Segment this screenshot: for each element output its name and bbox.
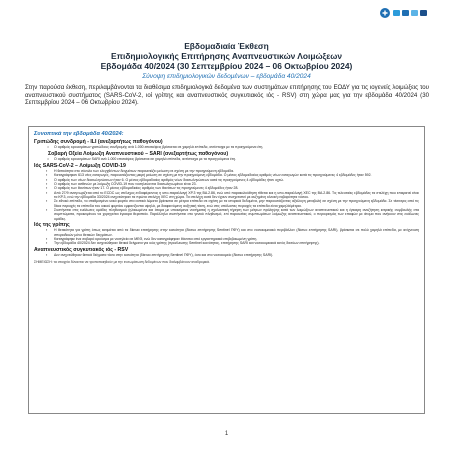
list-item: ▪ Δεν ανιχνεύθηκαν θετικά δείγματα τόσο στην κοινότητα (δίκτυο επιτήρησης Sentinel ΠΦΥ), όσο και στο νοσοκομείο (δίκτυο επιτήρησης SARI).: [34, 253, 419, 257]
intro-paragraph: Στην παρούσα έκθεση, περιλαμβάνονται τα διαθέσιμα επιδημιολογικά δεδομένα των συστημάτων επιτήρησης του ΕΟΔΥ για τις ιογενείς λοιμώξεις του αναπνευστικού συστήματος (SARS-CoV-2, ιοί γρίπης και αναπνευστικός συγκυτιακός ιός - RSV) στη χώρα μας για την εβδομάδα 40/2024 (30 Σεπτεμβρίου 2024 – 06 Οκτωβρίου 2024).: [25, 84, 429, 107]
list-item: ○ Ο αριθμός κρουσμάτων SARI ανά 1.000 επισκέψεις βρίσκεται σε χαμηλά επίπεδα, αντίστοιχα με τα προηγούμενα έτη.: [34, 157, 419, 161]
summary-box: [28, 126, 425, 414]
sari-list: [34, 157, 419, 161]
list-item: ▪ Συστήνεται στις ευάλωτες ομάδες πληθυσμού (ηλικιωμένοι και άτομα με υποκείμενα νοσήματα) η σχολαστική τήρηση των μέτρων πρόληψης κατά των λοιμώξεων αναπνευστικού και η έγκαιρη αναζήτηση ιατρικής συμβουλής στα συμπτώματα, προκειμένου να χορηγείται έγκαιρα θεραπεία. Παράλληλα συστήνεται στο γενικό πληθυσμό, επί παρουσίας συμπτωμάτων λοίμωξης αναπνευστικού, ο περιορισμός των επαφών με άτομα που ανήκουν στις ευάλωτες ομάδες.: [34, 208, 419, 221]
list-item: ▪ Ο αριθμός των ασθενών με λοίμωξη COVID-19 που νοσηλεύονται διασωληνωμένοι είναι 23.: [34, 182, 419, 186]
list-item: ▪ Η θετικότητα στο σύνολο των ελεγχθέντων δειγμάτων παρουσιάζει μείωση σε σχέση με την προηγούμενη εβδομάδα.: [34, 169, 419, 173]
report-title-line-1: Εβδομαδιαία Έκθεση: [184, 41, 269, 51]
ili-section-title: Γριπώδης συνδρομή - ILI (ανεξαρτήτως παθογόνου): [34, 139, 163, 145]
list-item: ▪ Ο αριθμός των θανάτων ήταν 17. Ο μέσος εβδομαδιαίος αριθμός των θανάτων τις προηγούμενες 4 εβδομάδες ήταν 28.: [34, 186, 419, 190]
list-item: ▪ Καταγράφηκε ένα σοβαρό κρούσμα με νοσηλεία σε ΜΕΘ, ενώ δεν καταγράφηκαν θάνατοι από εργαστηριακά επιβεβαιωμένη γρίπη.: [34, 237, 419, 241]
covid-list: [34, 169, 419, 221]
covid-section-title: Ιός SARS-CoV-2 – Λοίμωξη COVID-19: [34, 162, 126, 169]
list-item: ▪ Ο αριθμός των νέων διασωληνώσεων ήταν 6. Ο μέσος εβδομαδιαίος αριθμός νέων διασωληνώσεων κατά τις προηγούμενες 4 εβδομάδες ήταν οχτώ.: [34, 178, 419, 182]
ili-list: [34, 145, 419, 149]
sari-section-title: Σοβαρή Οξεία Λοίμωξη Αναπνευστικού – SARI (ανεξαρτήτως παθογόνου): [48, 150, 229, 157]
rsv-list: [34, 253, 419, 257]
eody-logo-icon: [379, 5, 437, 21]
list-item: ▪ Καταγράφηκαν 613 νέες εισαγωγές, παρουσιάζοντας μικρή μείωση σε σχέση με την προηγούμενη εβδομάδα. Ο μέσος εβδομαδιαίος αριθμός νέων εισαγωγών κατά τις προηγούμενες 4 εβδομάδες ήταν 592.: [34, 173, 419, 177]
list-item: ▪ Η θετικότητα για γρίπη όπως εκτιμάται από τα δίκτυα επιτήρησης στην κοινότητα (δίκτυο επιτήρησης Sentinel ΠΦΥ) και στο νοσοκομειακό περιβάλλον (δίκτυο επιτήρησης SARI), βρίσκεται σε πολύ χαμηλά επίπεδα, με ανίχνευση σποραδικών μόνο θετικών δειγμάτων.: [34, 228, 419, 237]
flu-section-title: Ιός της γρίπης: [34, 222, 70, 229]
report-header: [0, 41, 453, 81]
list-item: ▪ Σε εθνικό επίπεδο, το σταθμισμένο υιικό φορτίο στα αστικά λύματα βρίσκεται σε μέτρια επίπεδα σε σχέση με τα ιστορικά δεδομένα, μην παρουσιάζοντας αξιόλογη μεταβολή σε σχέση με την προηγούμενη εβδομάδα. Σε τέσσερις από τις δέκα περιοχές τα επίπεδα του υιικού φορτίου εμφανίζονται υψηλά, με διαφαινόμενη αυξητική τάση, ενώ στις υπόλοιπες περιοχές τα επίπεδα είναι χαμηλά/μέτρια.: [34, 199, 419, 208]
report-title-line-3: Εβδομάδα 40/2024 (30 Σεπτεμβρίου 2024 – 06 Οκτωβρίου 2024): [100, 61, 353, 71]
list-item: ○ Ο αριθμός κρουσμάτων γριπώδους συνδρομής ανά 1.000 επισκέψεις βρίσκεται σε χαμηλά επίπεδα, αντίστοιχα με τα προηγούμενα έτη.: [34, 145, 419, 149]
list-item: ▪ Την εβδομάδα 40/2024 δεν ανιχνεύθηκαν θετικά δείγματα για ιούς γρίπης (προέλευσης Sentinel κοινότητας, επιτήρησης SARI και νοσοκομειακά εκτός δικτύων επιτήρησης).: [34, 241, 419, 245]
footnote: ΣΗΜΕΙΩΣΗ: τα στοιχεία δύνανται να τροποποιηθούν με την ενσωμάτωση δεδομένων που διαλαμβάνουν αναδρομικά.: [34, 259, 210, 264]
summary-title: Συνοπτικά την εβδομάδα 40/2024:: [34, 131, 124, 137]
list-item: ▪ Από 27/9 αναγνωρίζεται από το ECDC ως στέλεχος ενδιαφέροντος η υπο-παραλλαγή ΧΡ.3 της ΒΑ.2.86, ενώ υπό παρακολούθηση τίθεται και η υπο-παραλλαγή ΧΕC της ΒΑ.2.86. Τις τελευταίες εβδομάδες τα στελέχη που επικρατεί είναι τα ΚΡ.3, ενώ την εβδομάδα 33/2024 ανιχνεύτηκαν τα πρώτα στελέχη ΧΕC στη χώρα. Τα στελέχη αυτά δεν έχουν συσχετιστεί με αυξημένη κλινική σοβαρότητα νόσου.: [34, 191, 419, 200]
flu-list: [34, 228, 419, 245]
page-number: 1: [224, 431, 229, 437]
report-title-line-2: Επιδημιολογικής Επιτήρησης Αναπνευστικών Λοιμώξεων: [111, 51, 342, 61]
report-subtitle: Σύνοψη επιδημιολογικών δεδομένων – εβδομάδα 40/2024: [142, 73, 311, 80]
rsv-section-title: Αναπνευστικός συγκυτιακός ιός - RSV: [34, 246, 129, 253]
